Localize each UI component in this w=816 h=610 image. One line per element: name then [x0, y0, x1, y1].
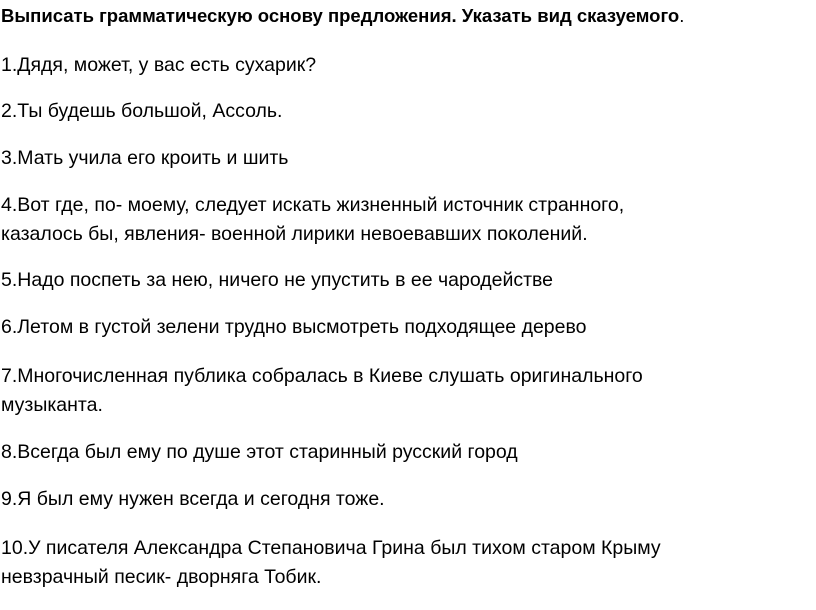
- sentence-2: 2.Ты будешь большой, Ассоль.: [1, 100, 283, 122]
- sentence-7-line-2: музыканта.: [1, 394, 103, 416]
- sentence-3: 3.Мать учила его кроить и шить: [1, 147, 289, 169]
- sentence-4-line-2: казалось бы, явления- военной лирики невоевавших поколений.: [1, 223, 588, 245]
- task-heading-text: Выписать грамматическую основу предложения. Указать вид сказуемого: [1, 5, 680, 26]
- sentence-5: 5.Надо поспеть за нею, ничего не упустить в ее чародействе: [1, 269, 554, 291]
- sentence-8: 8.Всегда был ему по душе этот старинный русский город: [1, 441, 518, 463]
- task-heading: [1, 4, 684, 28]
- sentence-1: 1.Дядя, может, у вас есть сухарик?: [1, 54, 317, 76]
- sentence-9: 9.Я был ему нужен всегда и сегодня тоже.: [1, 488, 385, 510]
- task-heading-period: .: [679, 5, 685, 26]
- sentence-10-line-1: 10.У писателя Александра Степановича Грина был тихом старом Крыму: [1, 537, 661, 559]
- sentence-10-line-2: невзрачный песик- дворняга Тобик.: [1, 566, 322, 588]
- sentence-4-line-1: 4.Вот где, по- моему, следует искать жизненный источник странного,: [1, 194, 625, 216]
- sentence-6: 6.Летом в густой зелени трудно высмотреть подходящее дерево: [1, 316, 587, 338]
- sentence-7-line-1: 7.Многочисленная публика собралась в Киеве слушать оригинального: [1, 365, 643, 387]
